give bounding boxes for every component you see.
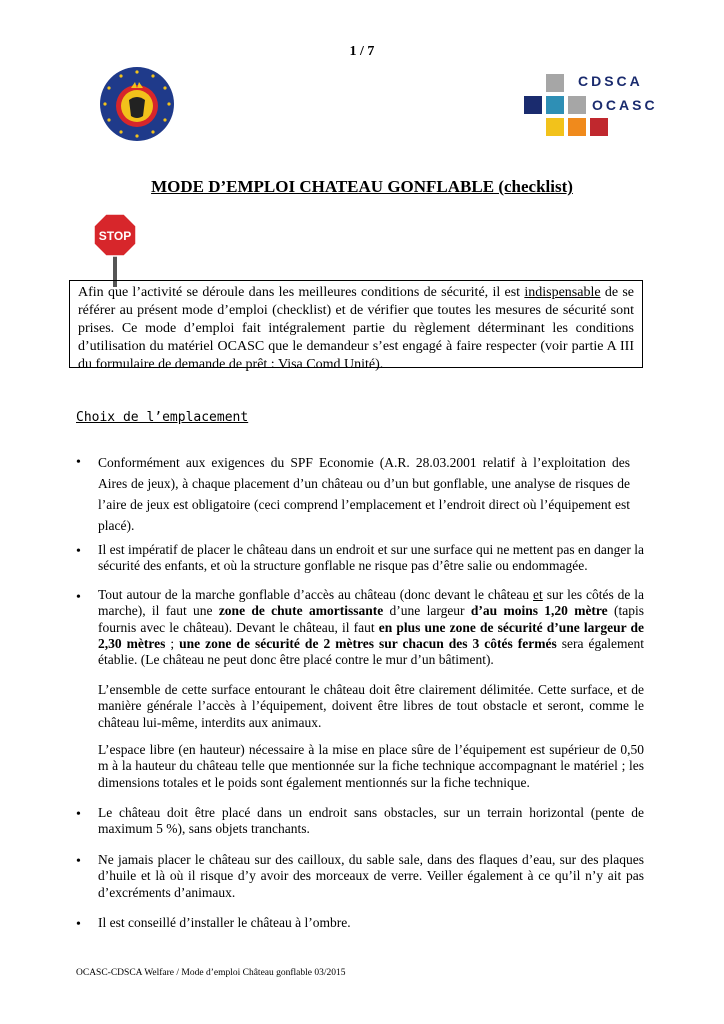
b3-text-2: sur les côtés de la marche), il faut une [98, 587, 645, 619]
section-heading: Choix de l’emplacement [76, 410, 249, 425]
b3-bold-4: une zone de sécurité de 2 mètres sur chacun des 3 côtés fermés [179, 635, 557, 651]
bullet-marker: • [76, 917, 81, 932]
page-footer: OCASC-CDSCA Welfare / Mode d’emploi Château gonflable 03/2015 [76, 968, 346, 978]
warning-text-1: Afin que l’activité se déroule dans les meilleures conditions de sécurité, il est [78, 285, 525, 300]
bullet-marker: • [76, 544, 81, 559]
stop-sign-icon [93, 213, 137, 287]
b3-bold-2: d’au moins 1,20 mètre [470, 603, 608, 619]
bullet-item-3 [98, 587, 644, 668]
cdsca-ocasc-logo [518, 68, 663, 138]
b3-text-3: d’une largeur [383, 603, 471, 619]
bullet-marker: • [76, 455, 81, 470]
defense-emblem-logo [99, 66, 175, 142]
bullet-item-4: Le château doit être placé dans un endroit sans obstacles, sur un terrain horizontal (pente de maximum 5 %), sans objets tranchants. [98, 805, 644, 837]
warning-text-2: de se référer au présent mode d’emploi (checklist) et de vérifier que toutes les mesures de sécurité sont prises. Ce mode d’emploi fait intégralement partie du règlement déterminant les conditions d’utilisation du matériel OCASC que le demandeur s’est engagé à faire respecter (voir partie A III du formulaire de demande de prêt : Visa Comd Unité). [78, 285, 634, 372]
paragraph-surface: L’ensemble de cette surface entourant le château doit être clairement délimitée. Cette surface, et de manière générale l’accès à l’équipement, doivent être libres de tout obstacle et seront, comme le château lui-même, interdits aux animaux. [98, 682, 644, 730]
b3-text-5: ; [165, 635, 180, 651]
bullet-marker: • [76, 854, 81, 869]
b3-text-1: Tout autour de la marche gonflable d’accès au château (donc devant le château [98, 587, 534, 602]
warning-underlined-word: indispensable [524, 285, 601, 300]
bullet-marker: • [76, 807, 81, 822]
bullet-item-6: Il est conseillé d’installer le château à l’ombre. [98, 915, 351, 930]
stop-sign-text: STOP [98, 229, 132, 243]
b3-bold-3: en plus une zone de sécurité d’une largeur de 2,30 mètres [98, 619, 644, 651]
bullet-item-2: Il est impératif de placer le château dans un endroit et sur une surface qui ne mettent pas en danger la sécurité des enfants, et où la structure gonflable ne risque pas d’être salie ou endommagée. [98, 542, 644, 574]
bullet-marker: • [76, 590, 81, 605]
logo-text-cdsca: CDSCA [578, 73, 643, 89]
paragraph-height: L’espace libre (en hauteur) nécessaire à la mise en place sûre de l’équipement est supérieur de 0,50 m à la hauteur du château telle que mentionnée sur la fiche technique accompagnant le matériel ; les dimensions totales et le poids sont également mentionnés sur la fiche technique. [98, 742, 644, 790]
b3-text-4: (tapis fournis avec le château). Devant le château, il faut [98, 603, 644, 635]
b3-text-6: sera également établie. (Le château ne peut donc être placé contre le mur d’un bâtiment). [98, 635, 644, 668]
bullet-item-1: Conformément aux exigences du SPF Economie (A.R. 28.03.2001 relatif à l’exploitation des Aires de jeux), à chaque placement d’un château ou d’un but gonflable, une analyse de risques de l’aire de jeux est obligatoire (ceci comprend l’emplacement et l’endroit direct où l’équipement est placé). [98, 455, 630, 533]
page-number: 1 / 7 [349, 44, 375, 59]
logo-text-ocasc: OCASC [592, 97, 658, 113]
b3-bold-1: zone de chute amortissante [218, 603, 384, 619]
document-title: MODE D’EMPLOI CHATEAU GONFLABLE (checklist) [151, 177, 573, 196]
safety-warning-box [69, 280, 643, 372]
b3-underlined: et [533, 587, 543, 602]
bullet-item-5: Ne jamais placer le château sur des cailloux, du sable sale, dans des flaques d’eau, sur des plaques d’huile et là où il risque d’y avoir des morceaux de verre. Veiller également à ce qu’il n’y ait pas d’excréments d’animaux. [98, 852, 644, 900]
